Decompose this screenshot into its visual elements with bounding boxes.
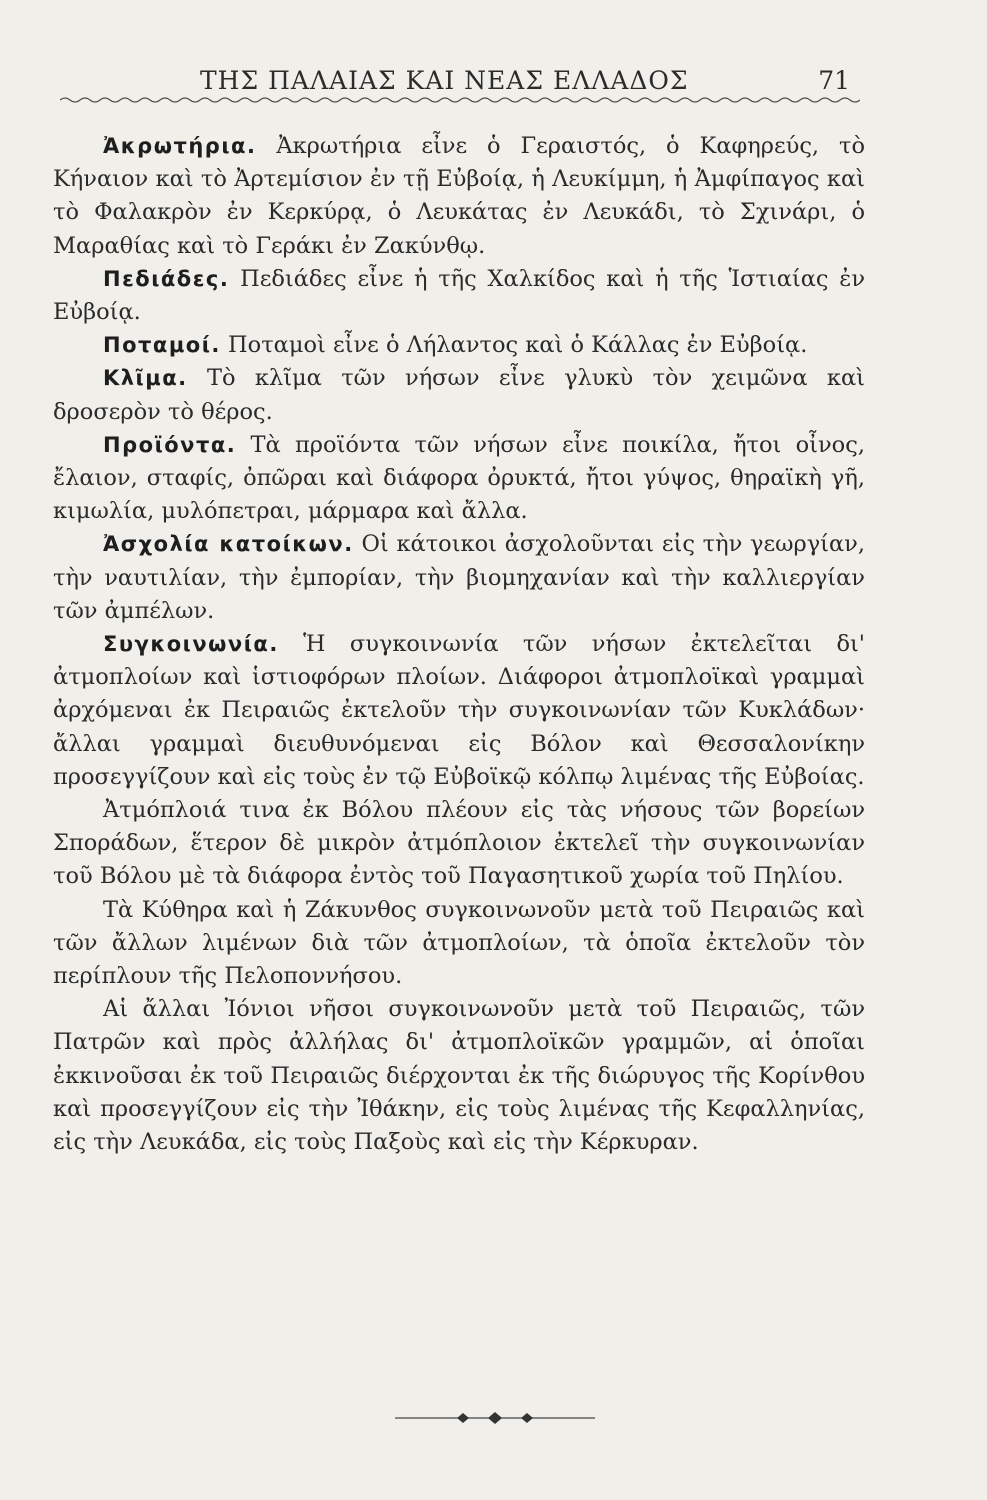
section-heading: Ἀκρωτήρια. — [103, 134, 257, 158]
page-number: 71 — [818, 66, 850, 95]
section-text: Ἀκρωτήρια εἶνε ὁ Γεραιστός, ὁ Καφηρεύς, τὸ Κήναιον καὶ τὸ Ἀρτεμίσιον ἐν τῇ Εὐβοίᾳ, ἡ Λευκίμμη, ἡ Ἀμφίπαγος καὶ τὸ Φαλακρὸν ἐν Κερκύρᾳ, ὁ Λευκάτας ἐν Λευκάδι, τὸ Σχινάρι, ὁ Μαραθίας καὶ τὸ Γεράκι ἐν Ζακύνθῳ. — [53, 133, 865, 259]
running-title: ΤΗΣ ΠΑΛΑΙΑΣ ΚΑΙ ΝΕΑΣ ΕΛΛΑΔΟΣ — [200, 66, 689, 95]
section-communication — [53, 628, 865, 794]
section-heading: Κλῖμα. — [103, 366, 188, 391]
section-text: Ἡ συγκοινωνία τῶν νήσων ἐκτελεῖται δι' ἀτμοπλοίων καὶ ἱστιοφόρων πλοίων. Διάφοροι ἀτμοπλοϊκαὶ γραμμαὶ ἀρχόμεναι ἐκ Πειραιῶς ἐκτελοῦν τὴν συγκοινωνίαν τῶν Κυκλάδων· ἄλλαι γραμμαὶ διευθυνόμεναι εἰς Βόλον καὶ Θεσσαλονίκην προσεγγίζουν καὶ εἰς τοὺς ἐν τῷ Εὐβοϊκῷ κόλπῳ λιμένας τῆς Εὐβοίας. — [53, 631, 865, 790]
section-text: Πεδιάδες εἶνε ἡ τῆς Χαλκίδος καὶ ἡ τῆς Ἱστιαίας ἐν Εὐβοίᾳ. — [53, 265, 865, 326]
paragraph-volos-steamers — [53, 794, 865, 894]
section-text: Τὰ προϊόντα τῶν νήσων εἶνε ποικίλα, ἤτοι οἶνος, ἔλαιον, σταφίς, ὀπῶραι καὶ διάφορα ὀρυκτά, ἤτοι γύψος, θηραϊκὴ γῆ, κιμωλία, μυλόπετραι, μάρμαρα καὶ ἄλλα. — [53, 431, 865, 525]
body-text — [53, 130, 865, 1159]
paragraph-text: Ἀτμόπλοιά τινα ἐκ Βόλου πλέουν εἰς τὰς νήσους τῶν βορείων Σποράδων, ἕτερον δὲ μικρὸν ἀτμόπλοιον ἐκτελεῖ τὴν συγκοινωνίαν τοῦ Βόλου μὲ τὰ διάφορα ἐντὸς τοῦ Παγασητικοῦ χωρία τοῦ Πηλίου. — [53, 797, 865, 890]
section-text: Οἱ κάτοικοι ἀσχολοῦνται εἰς τὴν γεωργίαν, τὴν ναυτιλίαν, τὴν ἐμπορίαν, τὴν βιομηχανίαν καὶ τὴν καλλιεργίαν τῶν ἀμπέλων. — [53, 531, 865, 624]
section-text: Ποταμοὶ εἶνε ὁ Λήλαντος καὶ ὁ Κάλλας ἐν Εὐβοίᾳ. — [220, 332, 808, 359]
header-rule — [60, 96, 860, 104]
section-heading: Προϊόντα. — [103, 432, 237, 457]
section-heading: Ποταμοί. — [103, 333, 221, 358]
section-capes — [53, 130, 865, 263]
paragraph-ionian-islands — [53, 993, 865, 1159]
section-heading: Συγκοινωνία. — [103, 632, 279, 657]
page-header — [200, 66, 860, 100]
paragraph-text: Αἱ ἄλλαι Ἰόνιοι νῆσοι συγκοινωνοῦν μετὰ τοῦ Πειραιῶς, τῶν Πατρῶν καὶ πρὸς ἀλλήλας δι' ἀτμοπλοϊκῶν γραμμῶν, αἱ ὁποῖαι ἐκκινοῦσαι ἐκ τοῦ Πειραιῶς διέρχονται ἐκ τῆς διώρυγος τῆς Κορίνθου καὶ προσεγγίζουν εἰς τὴν Ἰθάκην, εἰς τοὺς λιμένας τῆς Κεφαλληνίας, εἰς τὴν Λευκάδα, εἰς τοὺς Παξοὺς καὶ εἰς τὴν Κέρκυραν. — [53, 996, 865, 1156]
section-heading: Πεδιάδες. — [103, 266, 230, 291]
paragraph-text: Τὰ Κύθηρα καὶ ἡ Ζάκυνθος συγκοινωνοῦν μετὰ τοῦ Πειραιῶς καὶ τῶν ἄλλων λιμένων διὰ τῶν ἀτμοπλοίων, τὰ ὁποῖα ἐκτελοῦν τὸν περίπλουν τῆς Πελοποννήσου. — [53, 896, 865, 990]
section-climate — [53, 362, 865, 428]
paragraph-kythera-zakynthos — [53, 894, 865, 994]
section-plains — [53, 263, 865, 329]
section-heading: Ἀσχολία κατοίκων. — [103, 532, 354, 557]
section-occupations — [53, 528, 865, 628]
section-text: Τὸ κλῖμα τῶν νήσων εἶνε γλυκὺ τὸν χειμῶνα καὶ δροσερὸν τὸ θέρος. — [53, 365, 865, 425]
section-rivers — [53, 329, 865, 362]
section-products — [53, 429, 865, 529]
end-ornament — [395, 1410, 595, 1426]
